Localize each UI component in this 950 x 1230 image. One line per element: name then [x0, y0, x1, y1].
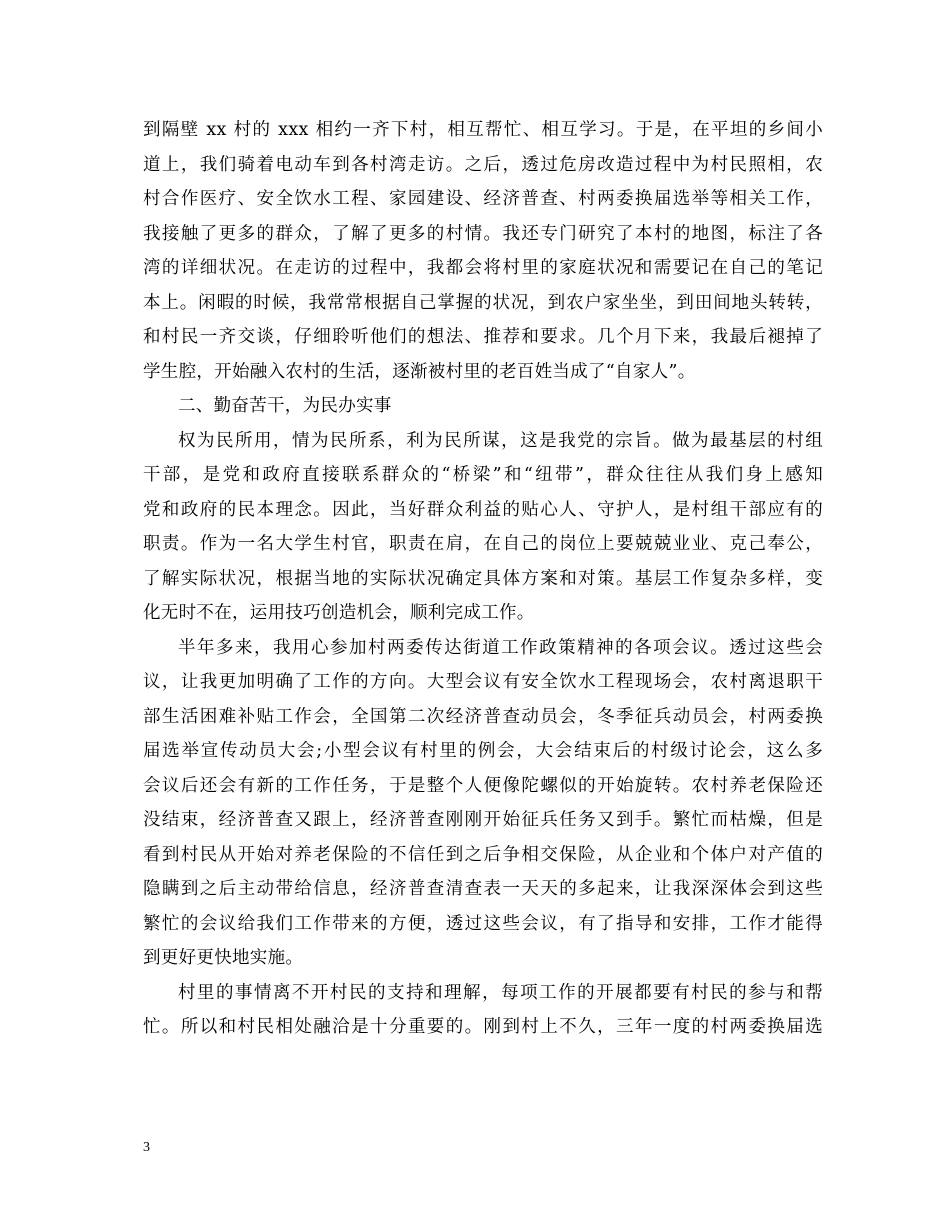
text-line: 到隔壁 xx 村的 xxx 相约一齐下村，相互帮忙、相互学习。于是，在平坦的乡间小 — [143, 120, 823, 140]
text-line: 权为民所用，情为民所系，利为民所谋，这是我党的宗旨。做为最基层的村组 — [178, 430, 823, 451]
text-line: 本上。闲暇的时候，我常常根据自己掌握的状况，到农户家坐坐，到田间地头转转， — [143, 292, 823, 313]
text-line: 繁忙的会议给我们工作带来的方便，透过这些会议，有了指导和安排，工作才能得 — [143, 913, 823, 934]
text-line: 届选举宣传动员大会;小型会议有村里的例会，大会结束后的村级讨论会，这么多 — [143, 741, 823, 761]
text-line: 干部，是党和政府直接联系群众的“桥梁”和“纽带”，群众往往从我们身上感知 — [143, 465, 823, 485]
text-line: 我接触了更多的群众，了解了更多的村情。我还专门研究了本村的地图，标注了各 — [143, 223, 823, 244]
text-line: 村合作医疗、安全饮水工程、家园建设、经济普查、村两委换届选举等相关工作， — [143, 189, 823, 209]
text-line: 党和政府的民本理念。因此，当好群众利益的贴心人、守护人，是村组干部应有的 — [143, 499, 823, 520]
page-number: 3 — [143, 1140, 150, 1155]
text-line: 道上，我们骑着电动车到各村湾走访。之后，透过危房改造过程中为村民照相，农 — [143, 154, 823, 175]
text-line: 没结束，经济普查又跟上，经济普查刚刚开始征兵任务又到手。繁忙而枯燥，但是 — [143, 810, 823, 830]
text-line: 湾的详细状况。在走访的过程中，我都会将村里的家庭状况和需要记在自己的笔记 — [143, 258, 823, 278]
text-line: 隐瞒到之后主动带给信息，经济普查清查表一天天的多起来，让我深深体会到这些 — [143, 879, 823, 899]
text-line: 忙。所以和村民相处融洽是十分重要的。刚到村上不久，三年一度的村两委换届选 — [143, 1017, 823, 1037]
text-line: 了解实际状况，根据当地的实际状况确定具体方案和对策。基层工作复杂多样，变 — [143, 568, 823, 589]
text-line: 和村民一齐交谈，仔细聆听他们的想法、推荐和要求。几个月下来，我最后褪掉了 — [143, 327, 823, 347]
text-line: 二、勤奋苦干，为民办实事 — [178, 396, 392, 416]
text-line: 职责。作为一名大学生村官，职责在肩，在自己的岗位上要兢兢业业、克己奉公， — [143, 534, 823, 554]
text-line: 化无时不在，运用技巧创造机会，顺利完成工作。 — [143, 603, 535, 623]
text-line: 到更好更快地实施。 — [143, 948, 304, 968]
text-line: 半年多来，我用心参加村两委传达街道工作政策精神的各项会议。透过这些会 — [178, 637, 823, 658]
text-line: 议，让我更加明确了工作的方向。大型会议有安全饮水工程现场会，农村离退职干 — [143, 672, 823, 692]
text-line: 学生腔，开始融入农村的生活，逐渐被村里的老百姓当成了“自家人”。 — [143, 361, 696, 382]
body-text — [143, 113, 823, 1045]
text-line: 村里的事情离不开村民的支持和理解，每项工作的开展都要有村民的参与和帮 — [178, 982, 823, 1003]
text-line: 会议后还会有新的工作任务，于是整个人便像陀螺似的开始旋转。农村养老保险还 — [143, 775, 823, 796]
text-line: 部生活困难补贴工作会，全国第二次经济普查动员会，冬季征兵动员会，村两委换 — [143, 706, 823, 727]
text-line: 看到村民从开始对养老保险的不信任到之后争相交保险，从企业和个体户对产值的 — [143, 844, 823, 865]
